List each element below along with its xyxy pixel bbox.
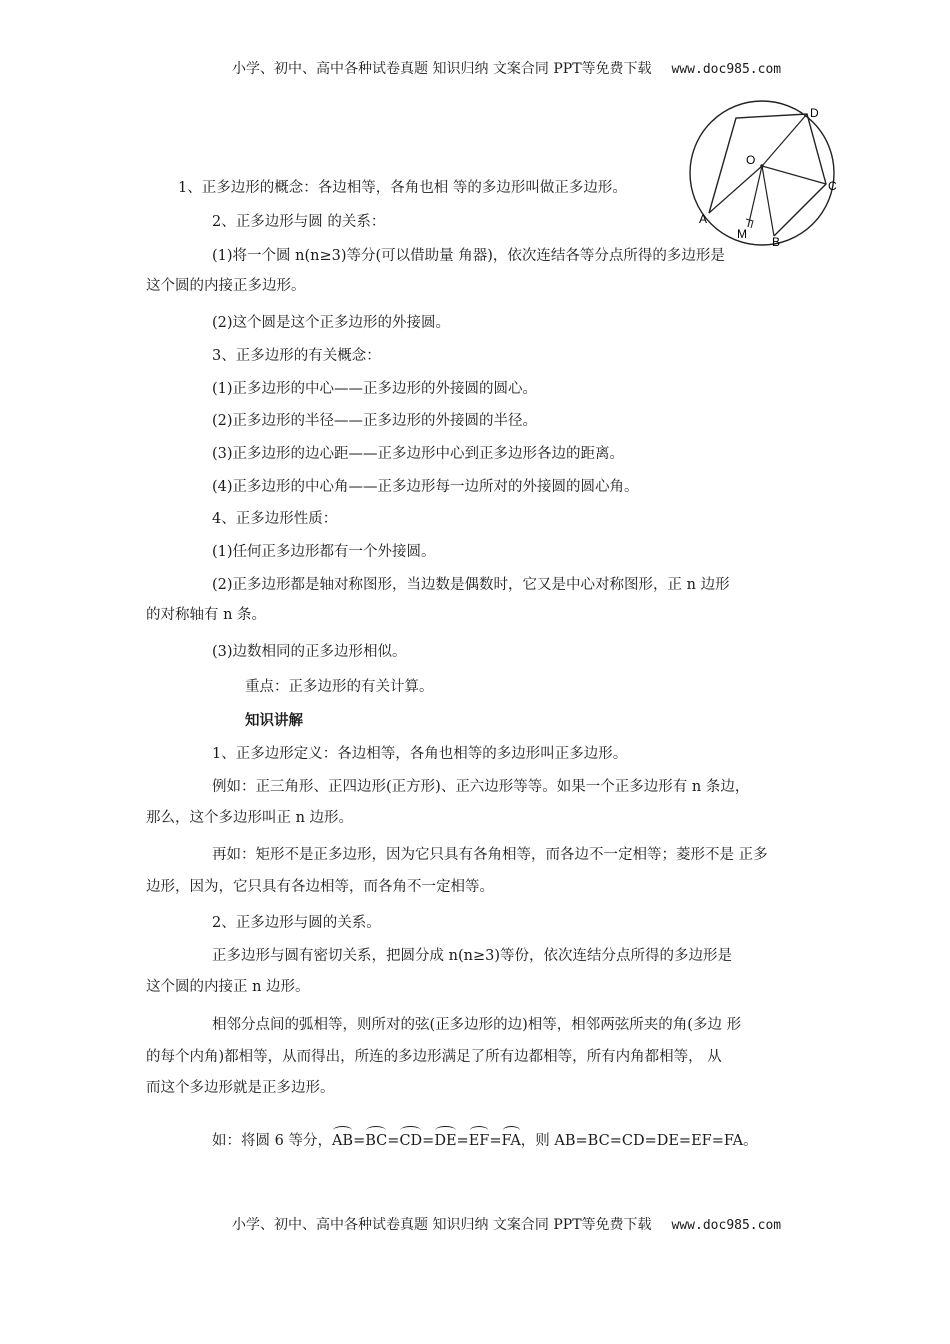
- label-M: M: [737, 227, 747, 241]
- property-1: (1)任何正多边形都有一个外接圆。: [212, 544, 436, 560]
- arc-example-suffix: ，则 AB=BC=CD=DE=EF=FA。: [520, 1133, 758, 1149]
- property-2-line2: 的对称轴有 n 条。: [146, 607, 267, 623]
- apothem-OM: [748, 166, 762, 227]
- polygon-edges: [709, 114, 826, 236]
- section-properties: 4、正多边形性质：: [212, 511, 338, 527]
- example-line2: 那么，这个多边形叫正 n 边形。: [146, 810, 354, 826]
- center-point: [760, 164, 764, 168]
- key-point: 重点：正多边形的有关计算。: [245, 679, 434, 695]
- radius-OB: [762, 166, 774, 236]
- equals-sign: =: [387, 1133, 400, 1149]
- arc-line3: 而这个多边形就是正多边形。: [146, 1080, 335, 1096]
- section-polygon-circle: 2、正多边形与圆 的关系：: [212, 214, 386, 230]
- equals-sign: =: [422, 1133, 435, 1149]
- right-angle-mark: [746, 219, 753, 228]
- arc-DE: DE: [434, 1127, 456, 1151]
- page-footer: [232, 1214, 872, 1234]
- definition-line: 1、正多边形定义：各边相等，各角也相等的多边形叫正多边形。: [212, 746, 628, 762]
- arc-CD: CD: [399, 1127, 422, 1151]
- relation-line1: 正多边形与圆有密切关系，把圆分成 n(n≥3)等份，依次连结分点所得的多边形是: [212, 948, 732, 964]
- property-3: (3)边数相同的正多边形相似。: [212, 644, 407, 660]
- footer-site-link[interactable]: www.doc985.com: [671, 1218, 782, 1233]
- equals-sign: =: [489, 1133, 502, 1149]
- footer-text: 小学、初中、高中各种试卷真题 知识归纳 文案合同 PPT等免费下载: [232, 1217, 652, 1233]
- equals-sign: =: [353, 1133, 366, 1149]
- concept-radius: (2)正多边形的半径——正多边形的外接圆的半径。: [212, 413, 538, 429]
- counter-example-line1: 再如：矩形不是正多边形，因为它只具有各角相等，而各边不一定相等；菱形不是 正多: [212, 847, 768, 863]
- heading-knowledge: 知识讲解: [245, 712, 303, 729]
- example-line1: 例如：正三角形、正四边形(正方形)、正六边形等等。如果一个正多边形有 n 条边，: [212, 779, 750, 795]
- radius-OA: [709, 166, 762, 213]
- point-2: (2)这个圆是这个正多边形的外接圆。: [212, 315, 451, 331]
- equals-sign: =: [456, 1133, 469, 1149]
- arc-example: [212, 1127, 758, 1151]
- arc-example-prefix: 如：将圆 6 等分，: [212, 1133, 332, 1149]
- arc-AB: AB: [332, 1127, 353, 1151]
- concept-central-angle: (4)正多边形的中心角——正多边形每一边所对的外接圆的圆心角。: [212, 479, 639, 495]
- arc-BC: BC: [365, 1127, 387, 1151]
- radius-OC: [762, 166, 826, 184]
- arc-EF: EF: [469, 1127, 490, 1151]
- radius-OD: [762, 114, 807, 166]
- circle-polygon-figure: [680, 96, 850, 246]
- arc-FA: FA: [502, 1127, 521, 1151]
- concept-apothem: (3)正多边形的边心距——正多边形中心到正多边形各边的距离。: [212, 446, 625, 462]
- label-O: O: [746, 153, 756, 167]
- point-1-line2: 这个圆的内接正多边形。: [146, 278, 306, 294]
- property-2-line1: (2)正多边形都是轴对称图形，当边数是偶数时，它又是中心对称图形，正 n 边形: [212, 577, 730, 593]
- point-1-line1: (1)将一个圆 n(n≥3)等分(可以借助量 角器)，依次连结各等分点所得的多边形是: [212, 248, 725, 264]
- section-related-concepts: 3、正多边形的有关概念：: [212, 348, 381, 364]
- circumscribed-circle: [690, 101, 834, 245]
- header-text: 小学、初中、高中各种试卷真题 知识归纳 文案合同 PPT等免费下载: [232, 61, 652, 77]
- label-B: B: [772, 235, 781, 246]
- counter-example-line2: 边形，因为，它只具有各边相等，而各角不一定相等。: [146, 879, 494, 895]
- section-relation: 2、正多边形与圆的关系。: [212, 915, 381, 931]
- relation-line2: 这个圆的内接正 n 边形。: [146, 979, 310, 995]
- arc-line2: 的每个内角)都相等，从而得出，所连的多边形满足了所有边都相等，所有内角都相等， 从: [146, 1049, 722, 1065]
- concept-definition: 1、正多边形的概念：各边相等，各角也相 等的多边形叫做正多边形。: [178, 180, 627, 196]
- label-A: A: [699, 212, 708, 226]
- label-C: C: [828, 179, 837, 193]
- page-header: [232, 58, 872, 78]
- header-site-link[interactable]: www.doc985.com: [671, 62, 782, 77]
- label-D: D: [810, 106, 819, 120]
- arc-line1: 相邻分点间的弧相等，则所对的弦(正多边形的边)相等，相邻两弦所夹的角(多边 形: [212, 1017, 742, 1033]
- concept-center: (1)正多边形的中心——正多边形的外接圆的圆心。: [212, 381, 538, 397]
